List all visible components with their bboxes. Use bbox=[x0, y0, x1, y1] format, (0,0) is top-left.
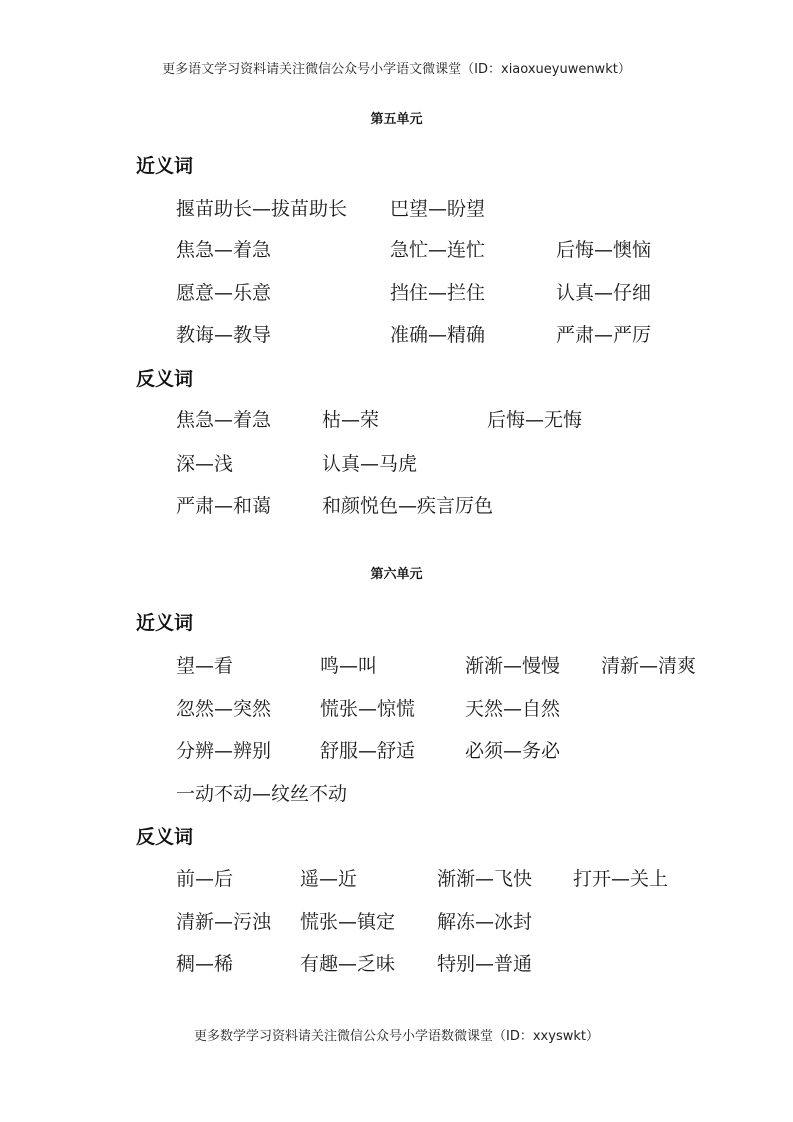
unit-5-antonyms-row-3 bbox=[0, 491, 793, 517]
word-pair: 揠苗助长—拔苗助长 bbox=[176, 198, 348, 220]
word-pair: 教诲—教导 bbox=[176, 324, 272, 346]
unit-5-antonyms-row-2 bbox=[0, 449, 793, 475]
unit-6-antonyms-row-1 bbox=[0, 864, 793, 890]
unit-6-antonyms-heading: 反义词 bbox=[136, 826, 194, 848]
unit-6-title: 第六单元 bbox=[370, 567, 423, 582]
word-pair: 望—看 bbox=[176, 655, 234, 677]
unit-5-synonyms-row-1 bbox=[0, 194, 793, 220]
word-pair: 舒服—舒适 bbox=[320, 740, 416, 762]
word-pair: 有趣—乏味 bbox=[300, 953, 396, 975]
word-pair: 必须—务必 bbox=[465, 740, 561, 762]
unit-6-antonyms-row-2 bbox=[0, 907, 793, 933]
word-pair: 急忙—连忙 bbox=[390, 239, 486, 261]
word-pair: 清新—污浊 bbox=[176, 911, 272, 933]
word-pair: 巴望—盼望 bbox=[390, 198, 486, 220]
word-pair: 清新—清爽 bbox=[601, 655, 697, 677]
word-pair: 和颜悦色—疾言厉色 bbox=[322, 495, 494, 517]
word-pair: 准确—精确 bbox=[390, 324, 486, 346]
word-pair: 天然—自然 bbox=[465, 698, 561, 720]
word-pair: 认真—仔细 bbox=[556, 282, 652, 304]
word-pair: 焦急—着急 bbox=[176, 239, 272, 261]
unit-5-title: 第五单元 bbox=[370, 112, 423, 127]
word-pair: 焦急—着急 bbox=[176, 409, 272, 431]
footer-note: 更多数学学习资料请关注微信公众号小学语数微课堂（ID：xxyswkt） bbox=[194, 1029, 599, 1044]
unit-6-synonyms-heading: 近义词 bbox=[136, 612, 194, 634]
unit-5-synonyms-row-4 bbox=[0, 320, 793, 346]
word-pair: 忽然—突然 bbox=[176, 698, 272, 720]
unit-5-synonyms-row-2 bbox=[0, 235, 793, 261]
unit-6-synonyms-row-4 bbox=[0, 779, 793, 805]
word-pair: 慌张—惊慌 bbox=[320, 698, 416, 720]
unit-5-synonyms-row-3 bbox=[0, 278, 793, 304]
word-pair: 分辨—辨别 bbox=[176, 740, 272, 762]
unit-6-synonyms-row-2 bbox=[0, 694, 793, 720]
word-pair: 解冻—冰封 bbox=[437, 911, 533, 933]
word-pair: 前—后 bbox=[176, 868, 234, 890]
word-pair: 深—浅 bbox=[176, 453, 234, 475]
word-pair: 稠—稀 bbox=[176, 953, 234, 975]
word-pair: 认真—马虎 bbox=[322, 453, 418, 475]
word-pair: 鸣—叫 bbox=[320, 655, 378, 677]
unit-5-antonyms-heading: 反义词 bbox=[136, 368, 194, 390]
word-pair: 后悔—懊恼 bbox=[556, 239, 652, 261]
word-pair: 后悔—无悔 bbox=[487, 409, 583, 431]
word-pair: 特别—普通 bbox=[437, 953, 533, 975]
unit-6-antonyms-row-3 bbox=[0, 949, 793, 975]
unit-5-antonyms-row-1 bbox=[0, 405, 793, 431]
word-pair: 慌张—镇定 bbox=[300, 911, 396, 933]
unit-5-synonyms-heading: 近义词 bbox=[136, 155, 194, 177]
word-pair: 一动不动—纹丝不动 bbox=[176, 783, 348, 805]
word-pair: 渐渐—慢慢 bbox=[465, 655, 561, 677]
word-pair: 遥—近 bbox=[300, 868, 358, 890]
word-pair: 挡住—拦住 bbox=[390, 282, 486, 304]
unit-6-synonyms-row-3 bbox=[0, 736, 793, 762]
unit-6-synonyms-row-1 bbox=[0, 651, 793, 677]
word-pair: 枯—荣 bbox=[322, 409, 380, 431]
word-pair: 愿意—乐意 bbox=[176, 282, 272, 304]
word-pair: 严肃—严厉 bbox=[556, 324, 652, 346]
word-pair: 渐渐—飞快 bbox=[437, 868, 533, 890]
word-pair: 严肃—和蔼 bbox=[176, 495, 272, 517]
word-pair: 打开—关上 bbox=[573, 868, 669, 890]
header-note: 更多语文学习资料请关注微信公众号小学语文微课堂（ID：xiaoxueyuwenwkt） bbox=[162, 62, 631, 77]
